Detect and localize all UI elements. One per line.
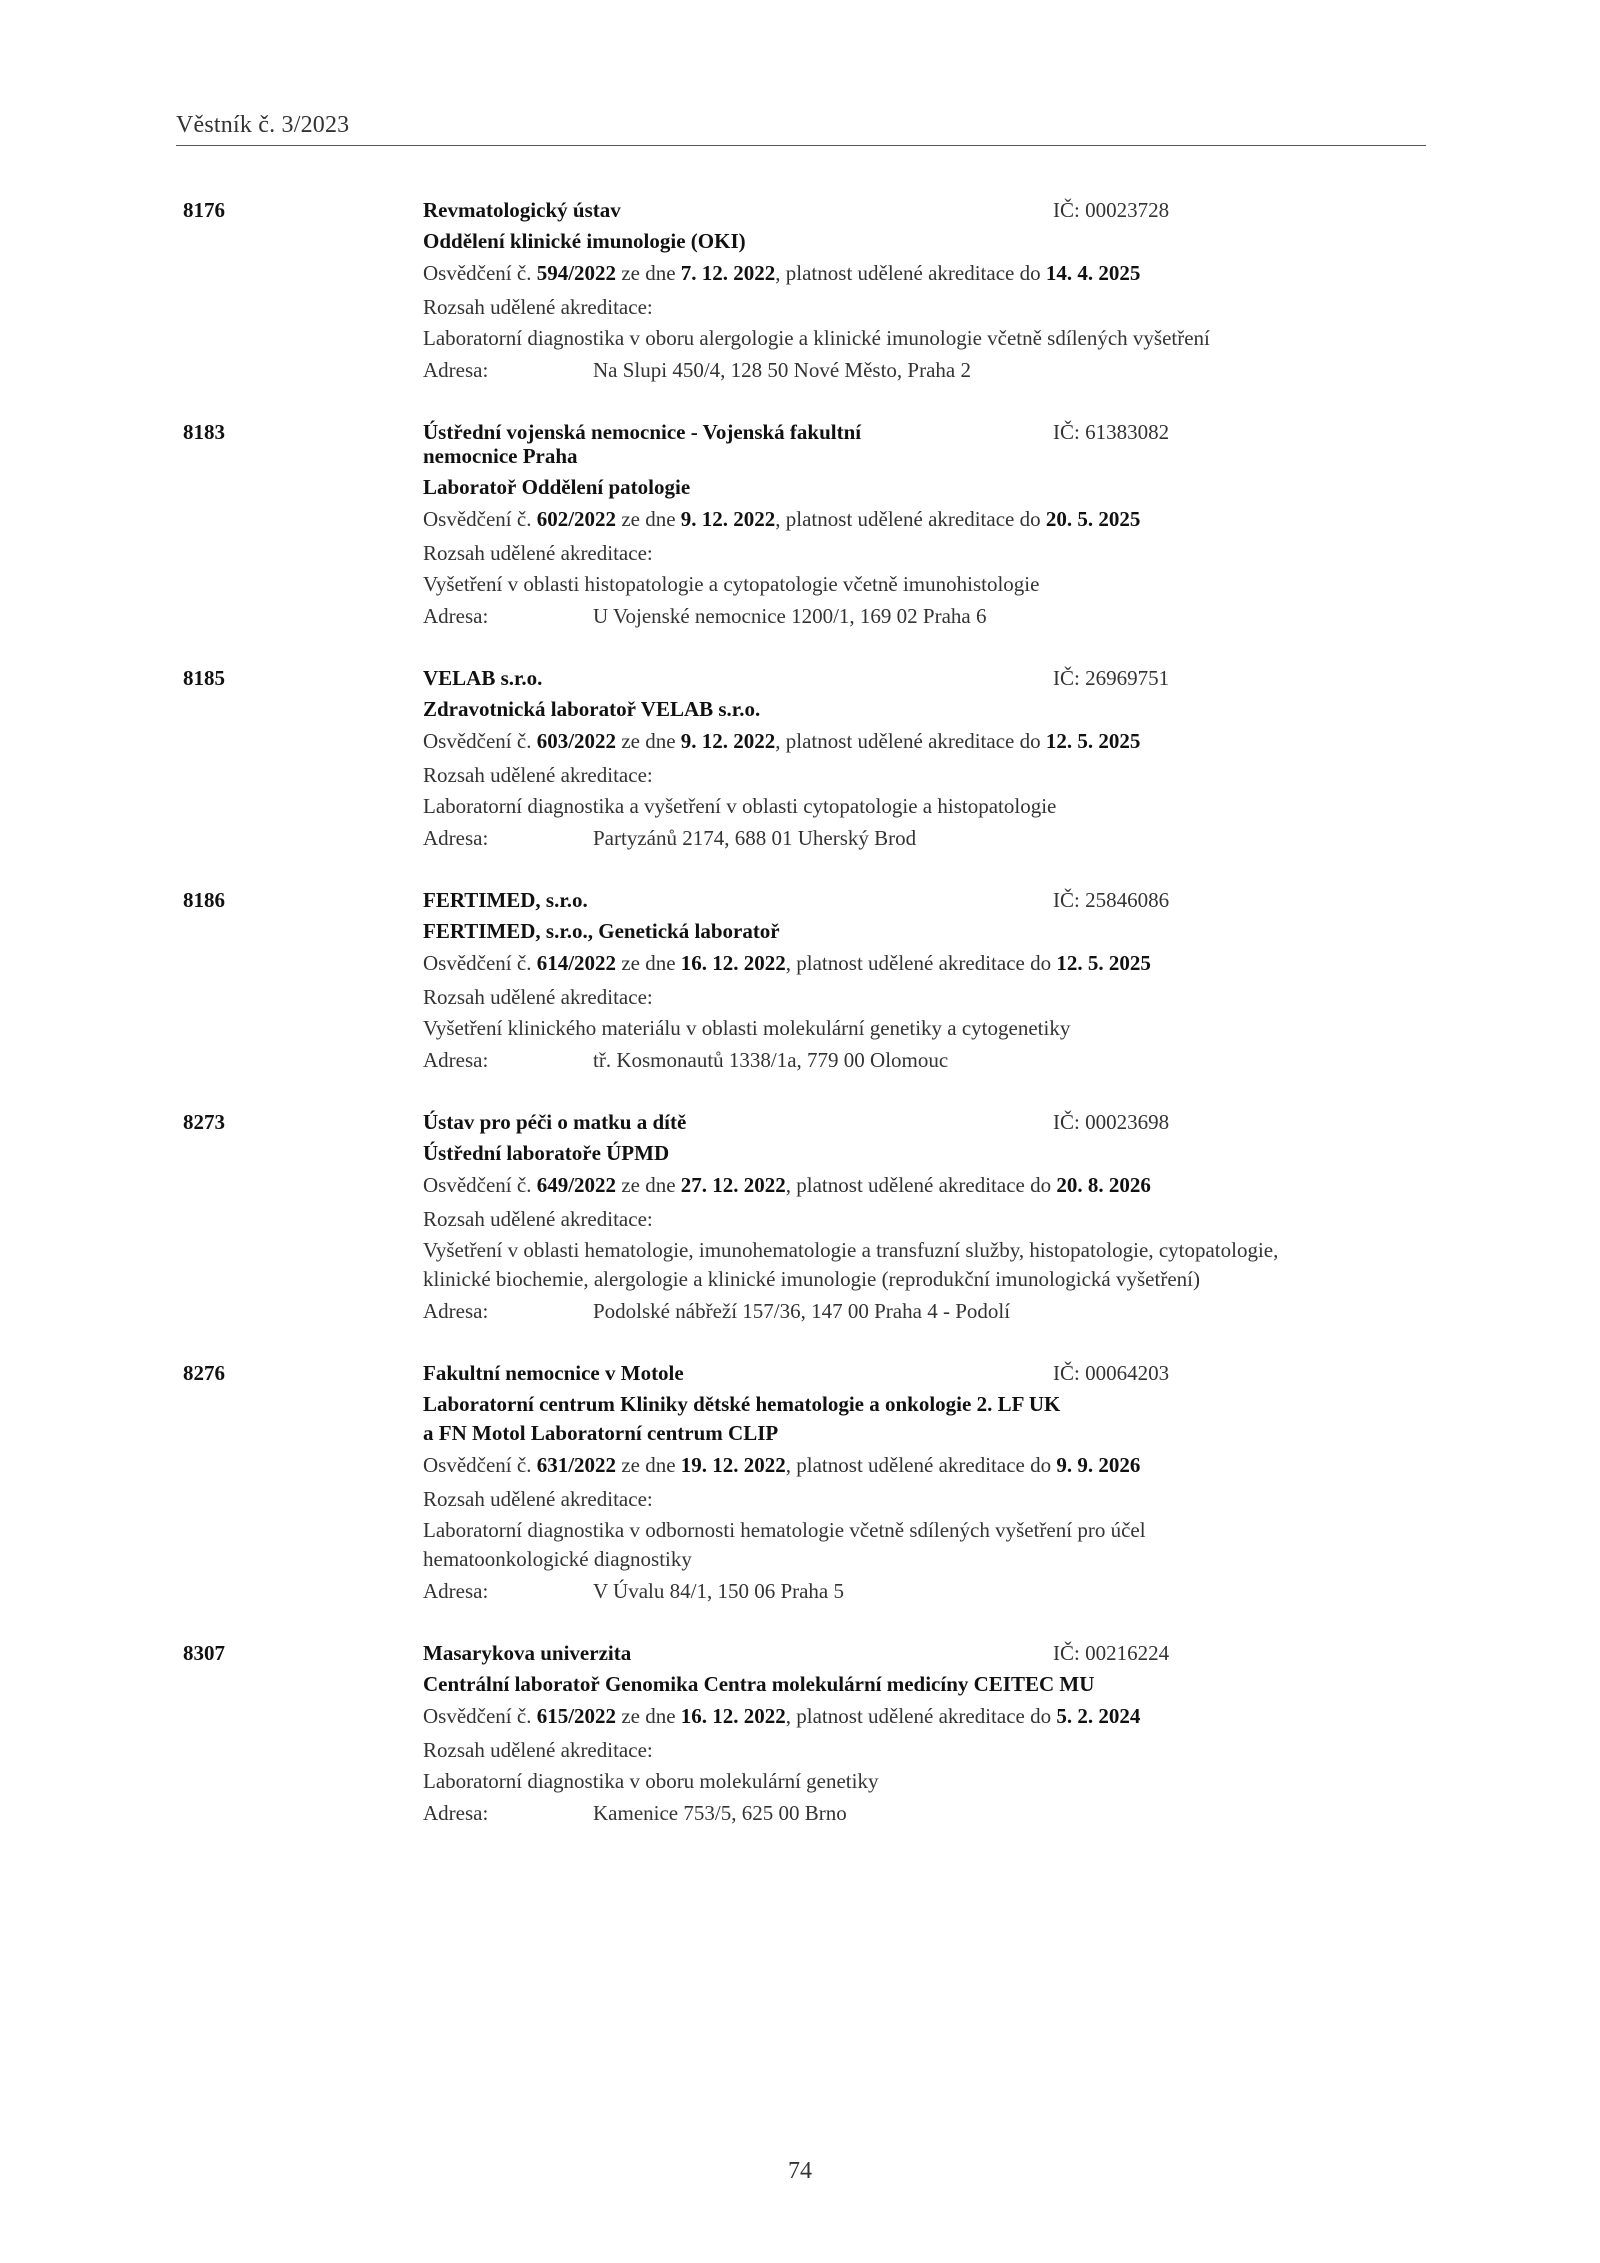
address-label: Adresa: — [423, 1299, 489, 1323]
accreditation-entry — [0, 1105, 1600, 1328]
address-value: Kamenice 753/5, 625 00 Brno — [593, 1801, 847, 1825]
scope-label: Rozsah udělené akreditace: — [423, 1487, 653, 1511]
entry-body — [423, 415, 1423, 633]
scope-line: klinické biochemie, alergologie a klinické imunologie (reprodukční imunologická vyšetření) — [423, 1267, 1200, 1291]
address-label: Adresa: — [423, 1579, 489, 1603]
organization-row — [423, 1356, 1423, 1390]
organization-row — [423, 193, 1423, 227]
cert-prefix: Osvědčení č. — [423, 1173, 532, 1197]
address-label: Adresa: — [423, 604, 489, 628]
certificate-line — [423, 1699, 1423, 1733]
cert-validity-label: , platnost udělené akreditace do — [785, 1173, 1052, 1197]
scope-label: Rozsah udělené akreditace: — [423, 1207, 653, 1231]
accreditation-entry — [0, 661, 1600, 855]
entry-number: 8186 — [183, 888, 225, 912]
entry-number: 8276 — [183, 1361, 225, 1385]
entry-body — [423, 883, 1423, 1077]
organization-row — [423, 1636, 1423, 1670]
organization-name: Fakultní nemocnice v Motole — [423, 1361, 684, 1385]
address-label: Adresa: — [423, 358, 489, 382]
cert-from: ze dne — [621, 1704, 676, 1728]
header-divider — [176, 145, 1426, 146]
scope-text — [423, 1236, 1423, 1294]
address-label: Adresa: — [423, 1801, 489, 1825]
address-row — [423, 1796, 1423, 1830]
organization-name: VELAB s.r.o. — [423, 666, 543, 690]
accreditation-entry — [0, 883, 1600, 1077]
department-name — [423, 1670, 1423, 1699]
page-number: 74 — [788, 2158, 812, 2184]
scope-text — [423, 570, 1423, 599]
entry-body — [423, 193, 1423, 387]
address-label: Adresa: — [423, 1048, 489, 1072]
department-line: Centrální laboratoř Genomika Centra molekulární medicíny CEITEC MU — [423, 1672, 1095, 1696]
entry-body — [423, 661, 1423, 855]
scope-line: Laboratorní diagnostika v odbornosti hematologie včetně sdílených vyšetření pro účel — [423, 1518, 1146, 1542]
address-value: Podolské nábřeží 157/36, 147 00 Praha 4 - Podolí — [593, 1299, 1011, 1323]
scope-label: Rozsah udělené akreditace: — [423, 295, 653, 319]
address-row — [423, 1043, 1423, 1077]
department-line: a FN Motol Laboratorní centrum CLIP — [423, 1421, 779, 1445]
scope-line: Vyšetření klinického materiálu v oblasti molekulární genetiky a cytogenetiky — [423, 1016, 1071, 1040]
entry-body — [423, 1105, 1423, 1328]
scope-line: Vyšetření v oblasti hematologie, imunohematologie a transfuzní služby, histopatologie, cytopatologie, — [423, 1238, 1279, 1262]
cert-prefix: Osvědčení č. — [423, 951, 532, 975]
valid-until-date: 20. 5. 2025 — [1045, 507, 1141, 531]
cert-from: ze dne — [621, 1453, 676, 1477]
cert-from: ze dne — [621, 507, 676, 531]
address-value: Partyzánů 2174, 688 01 Uherský Brod — [593, 826, 917, 850]
scope-label: Rozsah udělené akreditace: — [423, 985, 653, 1009]
scope-line: hematoonkologické diagnostiky — [423, 1547, 692, 1571]
scope-text — [423, 1014, 1423, 1043]
entry-body — [423, 1356, 1423, 1608]
accreditation-entry — [0, 193, 1600, 387]
department-line: Zdravotnická laboratoř VELAB s.r.o. — [423, 697, 761, 721]
certificate-line — [423, 724, 1423, 758]
department-line: FERTIMED, s.r.o., Genetická laboratoř — [423, 919, 780, 943]
address-row — [423, 821, 1423, 855]
cert-prefix: Osvědčení č. — [423, 1704, 532, 1728]
certificate-line — [423, 256, 1423, 290]
cert-prefix: Osvědčení č. — [423, 729, 532, 753]
certificate-line — [423, 946, 1423, 980]
address-value: V Úvalu 84/1, 150 06 Praha 5 — [593, 1579, 845, 1603]
cert-validity-label: , platnost udělené akreditace do — [775, 507, 1041, 531]
company-id: IČ: 00023728 — [1053, 198, 1170, 222]
cert-date: 7. 12. 2022 — [680, 261, 776, 285]
scope-label: Rozsah udělené akreditace: — [423, 1738, 653, 1762]
scope-label: Rozsah udělené akreditace: — [423, 541, 653, 565]
company-id: IČ: 25846086 — [1053, 888, 1170, 912]
cert-validity-label: , platnost udělené akreditace do — [775, 729, 1041, 753]
department-name — [423, 227, 1423, 256]
scope-line: Laboratorní diagnostika v oboru alergologie a klinické imunologie včetně sdílených vyšetření — [423, 326, 1210, 350]
accreditation-entry — [0, 1636, 1600, 1830]
department-name — [423, 695, 1423, 724]
organization-name: FERTIMED, s.r.o. — [423, 888, 588, 912]
department-line: Laboratoř Oddělení patologie — [423, 475, 691, 499]
department-line: Laboratorní centrum Kliniky dětské hematologie a onkologie 2. LF UK — [423, 1392, 1061, 1416]
cert-prefix: Osvědčení č. — [423, 261, 532, 285]
department-line: Ústřední laboratoře ÚPMD — [423, 1141, 670, 1165]
entry-number: 8176 — [183, 198, 225, 222]
certificate-line — [423, 502, 1423, 536]
cert-date: 9. 12. 2022 — [680, 729, 776, 753]
cert-date: 19. 12. 2022 — [680, 1453, 786, 1477]
address-value: U Vojenské nemocnice 1200/1, 169 02 Praha 6 — [593, 604, 987, 628]
cert-prefix: Osvědčení č. — [423, 1453, 532, 1477]
organization-name: Masarykova univerzita — [423, 1641, 632, 1665]
valid-until-date: 20. 8. 2026 — [1056, 1173, 1151, 1197]
scope-line: Laboratorní diagnostika a vyšetření v oblasti cytopatologie a histopatologie — [423, 794, 1057, 818]
journal-header-title: Věstník č. 3/2023 — [176, 112, 350, 138]
company-id: IČ: 26969751 — [1053, 666, 1170, 690]
cert-number: 594/2022 — [536, 261, 617, 285]
scope-text — [423, 792, 1423, 821]
department-name — [423, 473, 1423, 502]
address-value: tř. Kosmonautů 1338/1a, 779 00 Olomouc — [593, 1048, 949, 1072]
address-value: Na Slupi 450/4, 128 50 Nové Město, Praha 2 — [593, 358, 971, 382]
cert-validity-label: , platnost udělené akreditace do — [785, 1453, 1052, 1477]
cert-prefix: Osvědčení č. — [423, 507, 532, 531]
cert-number: 649/2022 — [536, 1173, 617, 1197]
cert-number: 615/2022 — [536, 1704, 617, 1728]
address-row — [423, 353, 1423, 387]
cert-number: 614/2022 — [536, 951, 617, 975]
organization-row — [423, 883, 1423, 917]
company-id: IČ: 61383082 — [1053, 420, 1170, 444]
scope-line: Laboratorní diagnostika v oboru molekulární genetiky — [423, 1769, 879, 1793]
organization-row — [423, 661, 1423, 695]
scope-text — [423, 1516, 1423, 1574]
entry-number: 8183 — [183, 420, 225, 444]
accreditation-list — [0, 193, 1600, 1858]
address-row — [423, 1574, 1423, 1608]
cert-from: ze dne — [621, 1173, 676, 1197]
cert-number: 602/2022 — [536, 507, 617, 531]
company-id: IČ: 00216224 — [1053, 1641, 1170, 1665]
department-name — [423, 1139, 1423, 1168]
cert-date: 27. 12. 2022 — [680, 1173, 786, 1197]
cert-date: 9. 12. 2022 — [680, 507, 776, 531]
valid-until-date: 5. 2. 2024 — [1056, 1704, 1141, 1728]
scope-line: Vyšetření v oblasti histopatologie a cytopatologie včetně imunohistologie — [423, 572, 1040, 596]
organization-name: Ústav pro péči o matku a dítě — [423, 1110, 687, 1134]
cert-from: ze dne — [621, 261, 676, 285]
entry-number: 8185 — [183, 666, 225, 690]
cert-from: ze dne — [621, 951, 676, 975]
valid-until-date: 12. 5. 2025 — [1056, 951, 1151, 975]
scope-label: Rozsah udělené akreditace: — [423, 763, 653, 787]
valid-until-date: 12. 5. 2025 — [1045, 729, 1141, 753]
scope-text — [423, 324, 1423, 353]
organization-row — [423, 415, 1423, 473]
cert-validity-label: , platnost udělené akreditace do — [785, 951, 1052, 975]
address-row — [423, 599, 1423, 633]
cert-date: 16. 12. 2022 — [680, 951, 786, 975]
organization-name: Ústřední vojenská nemocnice - Vojenská fakultní nemocnice Praha — [423, 420, 862, 468]
entry-body — [423, 1636, 1423, 1830]
company-id: IČ: 00023698 — [1053, 1110, 1170, 1134]
organization-row — [423, 1105, 1423, 1139]
accreditation-entry — [0, 415, 1600, 633]
scope-text — [423, 1767, 1423, 1796]
cert-validity-label: , platnost udělené akreditace do — [785, 1704, 1052, 1728]
entry-number: 8273 — [183, 1110, 225, 1134]
valid-until-date: 14. 4. 2025 — [1045, 261, 1141, 285]
company-id: IČ: 00064203 — [1053, 1361, 1170, 1385]
valid-until-date: 9. 9. 2026 — [1056, 1453, 1141, 1477]
department-line: Oddělení klinické imunologie (OKI) — [423, 229, 746, 253]
cert-number: 631/2022 — [536, 1453, 617, 1477]
address-row — [423, 1294, 1423, 1328]
cert-number: 603/2022 — [536, 729, 617, 753]
department-name — [423, 917, 1423, 946]
department-name — [423, 1390, 1423, 1448]
certificate-line — [423, 1448, 1423, 1482]
entry-number: 8307 — [183, 1641, 225, 1665]
organization-name: Revmatologický ústav — [423, 198, 621, 222]
cert-from: ze dne — [621, 729, 676, 753]
cert-validity-label: , platnost udělené akreditace do — [775, 261, 1041, 285]
certificate-line — [423, 1168, 1423, 1202]
cert-date: 16. 12. 2022 — [680, 1704, 786, 1728]
accreditation-entry — [0, 1356, 1600, 1608]
address-label: Adresa: — [423, 826, 489, 850]
